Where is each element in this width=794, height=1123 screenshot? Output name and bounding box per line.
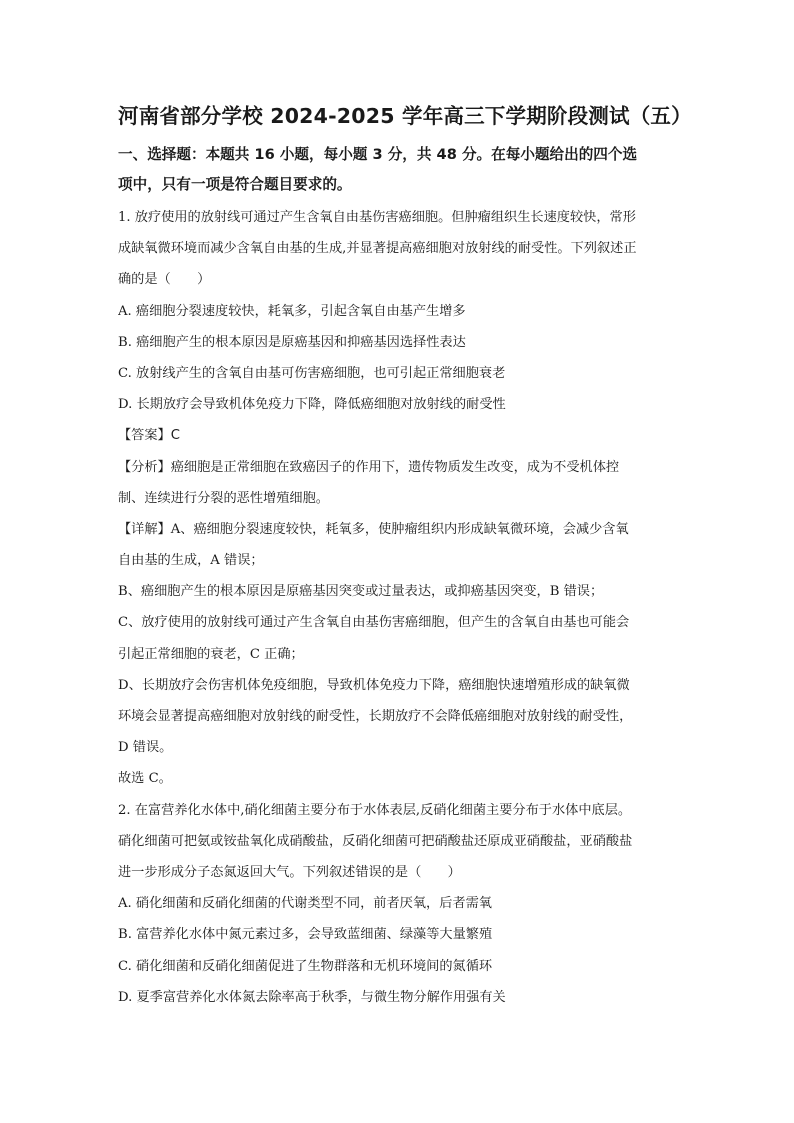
option-d: D. 夏季富营养化水体氮去除率高于秋季，与微生物分解作用强有关 [118, 989, 506, 1005]
option-d: D. 长期放疗会导致机体免疫力下降，降低癌细胞对放射线的耐受性 [118, 397, 506, 413]
section-header-line: 项中，只有一项是符合题目要求的。 [118, 176, 352, 193]
question-stem-line: 硝化细菌可把氨或铵盐氧化成硝酸盐，反硝化细菌可把硝酸盐还原成亚硝酸盐，亚硝酸盐 [118, 833, 633, 849]
page-title: 河南省部分学校 2024-2025 学年高三下学期阶段测试（五） [118, 104, 692, 128]
question-stem-line: 1. 放疗使用的放射线可通过产生含氧自由基伤害癌细胞。但肿瘤组织生长速度较快，常形 [118, 210, 636, 225]
detail-line: C、放疗使用的放射线可通过产生含氧自由基伤害癌细胞，但产生的含氧自由基也可能会 [118, 615, 630, 631]
option-c: C. 硝化细菌和反硝化细菌促进了生物群落和无机环境间的氮循环 [118, 958, 493, 974]
detail-line: B、癌细胞产生的根本原因是原癌基因突变或过量表达，或抑癌基因突变，B 错误； [118, 584, 604, 600]
option-a: A. 硝化细菌和反硝化细菌的代谢类型不同，前者厌氧，后者需氧 [118, 896, 492, 912]
detail-line: 引起正常细胞的衰老，C 正确； [118, 646, 304, 662]
answer-label: 【答案】C [118, 428, 180, 444]
option-b: B. 癌细胞产生的根本原因是原癌基因和抑癌基因选择性表达 [118, 334, 466, 350]
option-a: A. 癌细胞分裂速度较快，耗氧多，引起含氧自由基产生增多 [118, 303, 466, 319]
detail-line: 环境会显著提高癌细胞对放射线的耐受性，长期放疗不会降低癌细胞对放射线的耐受性， [118, 709, 633, 724]
question-2 [118, 795, 678, 1013]
option-c: C. 放射线产生的含氧自由基可伤害癌细胞，也可引起正常细胞衰老 [118, 365, 506, 381]
option-b: B. 富营养化水体中氮元素过多，会导致蓝细菌、绿藻等大量繁殖 [118, 927, 493, 943]
detail-line: D、长期放疗会伤害机体免疫细胞，导致机体免疫力下降，癌细胞快速增殖形成的缺氧微 [118, 677, 630, 693]
question-1 [118, 202, 678, 795]
section-header-line: 一、选择题：本题共 16 小题，每小题 3 分，共 48 分。在每小题给出的四个选 [118, 146, 638, 163]
analysis-line: 【分析】癌细胞是正常细胞在致癌因子的作用下，遗传物质发生改变，成为不受机体控 [118, 459, 620, 475]
question-stem-line: 进一步形成分子态氮返回大气。下列叙述错误的是（ ） [118, 864, 461, 880]
conclusion-line: 故选 C。 [118, 771, 172, 787]
question-list [118, 202, 678, 1013]
detail-line: 【详解】A、癌细胞分裂速度较快，耗氧多，使肿瘤组织内形成缺氧微环境，会减少含氧 [118, 521, 629, 537]
detail-line: D 错误。 [118, 740, 173, 756]
question-stem-line: 2. 在富营养化水体中,硝化细菌主要分布于水体表层,反硝化细菌主要分布于水体中底层。 [118, 802, 632, 818]
question-stem-line: 确的是（ ） [118, 272, 211, 288]
question-stem-line: 成缺氧微环境而减少含氧自由基的生成,并显著提高癌细胞对放射线的耐受性。下列叙述正 [118, 241, 637, 257]
analysis-line: 制、连续进行分裂的恶性增殖细胞。 [118, 490, 329, 506]
detail-line: 自由基的生成，A 错误； [118, 553, 264, 569]
section-header [118, 140, 678, 200]
